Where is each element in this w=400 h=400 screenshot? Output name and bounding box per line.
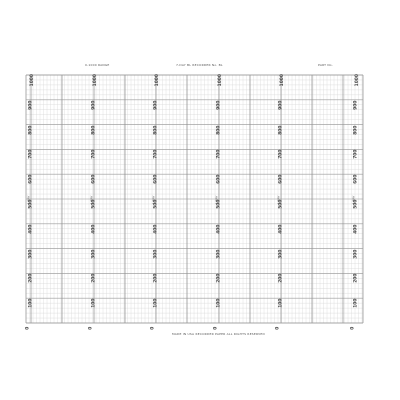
scale-label: 500 xyxy=(353,199,359,209)
scale-label: 700 xyxy=(91,150,97,160)
scale-label: 100 xyxy=(91,298,97,308)
scale-label: 700 xyxy=(216,150,222,160)
scale-label: 800 xyxy=(91,125,97,135)
scale-label: 400 xyxy=(28,224,34,234)
scale-label: 100 xyxy=(278,298,284,308)
day-note: 1 DAY xyxy=(351,195,356,205)
scale-label: 600 xyxy=(278,174,284,184)
scale-label: 200 xyxy=(353,274,359,284)
scale-label: 900 xyxy=(278,100,284,110)
day-note: 1 DAY xyxy=(89,195,94,205)
scale-label: 300 xyxy=(28,249,34,259)
scale-label: 100 xyxy=(28,298,34,308)
scale-label: 600 xyxy=(153,174,159,184)
scale-label: 500 xyxy=(28,199,34,209)
scale-label: 500 xyxy=(153,199,159,209)
scale-label: 0 xyxy=(275,326,281,330)
scale-label: 600 xyxy=(216,174,222,184)
scale-label: 600 xyxy=(91,174,97,184)
scale-label: 1000 xyxy=(354,74,360,87)
scale-label: 200 xyxy=(28,274,34,284)
scale-label: 700 xyxy=(153,150,159,160)
scale-label: 300 xyxy=(91,249,97,259)
scale-label: 1000 xyxy=(217,74,223,87)
scale-label: 1000 xyxy=(279,74,285,87)
scale-label: 400 xyxy=(91,224,97,234)
scale-label: 200 xyxy=(216,274,222,284)
scale-label: 400 xyxy=(278,224,284,234)
scale-label: 500 xyxy=(216,199,222,209)
scale-label: 1000 xyxy=(29,74,35,87)
scale-label: 800 xyxy=(353,125,359,135)
scale-label: 800 xyxy=(28,125,34,135)
scale-label: 300 xyxy=(278,249,284,259)
scale-label: 200 xyxy=(278,274,284,284)
scale-label: 500 xyxy=(91,199,97,209)
header-center-text: 7-DAY BL RECORDER No. BL xyxy=(176,63,223,67)
scale-label: 0 xyxy=(213,326,219,330)
scale-label: 1000 xyxy=(154,74,160,87)
scale-label: 400 xyxy=(353,224,359,234)
scale-label: 800 xyxy=(216,125,222,135)
scale-label: 100 xyxy=(353,298,359,308)
scale-label: 100 xyxy=(216,298,222,308)
scale-label: 500 xyxy=(278,199,284,209)
scale-label: 0 xyxy=(150,326,156,330)
scale-label: 900 xyxy=(28,100,34,110)
scale-label: 400 xyxy=(153,224,159,234)
scale-label: 600 xyxy=(353,174,359,184)
scale-label: 800 xyxy=(278,125,284,135)
scale-label: 300 xyxy=(353,249,359,259)
scale-label: 0 xyxy=(88,326,94,330)
scale-label: 700 xyxy=(353,150,359,160)
scale-label: 700 xyxy=(28,150,34,160)
scale-label: 900 xyxy=(353,100,359,110)
scale-label: 400 xyxy=(216,224,222,234)
scale-label: 800 xyxy=(153,125,159,135)
day-note: 1 DAY xyxy=(276,195,281,205)
scale-label: 900 xyxy=(216,100,222,110)
day-note: 1 DAY xyxy=(214,195,219,205)
scale-label: 100 xyxy=(153,298,159,308)
scale-label: 0 xyxy=(350,326,356,330)
day-note: 1 DAY xyxy=(151,195,156,205)
scale-label: 300 xyxy=(153,249,159,259)
scale-label: 300 xyxy=(216,249,222,259)
scale-label: 1000 xyxy=(92,74,98,87)
day-note: 1 DAY xyxy=(26,195,31,205)
scale-label: 0 xyxy=(25,326,31,330)
scale-label: 600 xyxy=(28,174,34,184)
scale-label: 900 xyxy=(91,100,97,110)
scale-label: 900 xyxy=(153,100,159,110)
scale-label: 700 xyxy=(278,150,284,160)
scale-label: 200 xyxy=(91,274,97,284)
scale-label: 200 xyxy=(153,274,159,284)
footer-text: MADE IN USA RECORDER PAPER ALL RIGHTS RESERVED xyxy=(172,332,265,336)
header-right-text: PART No. xyxy=(318,63,333,67)
header-left-text: 0-1000 RANGE xyxy=(85,63,110,67)
